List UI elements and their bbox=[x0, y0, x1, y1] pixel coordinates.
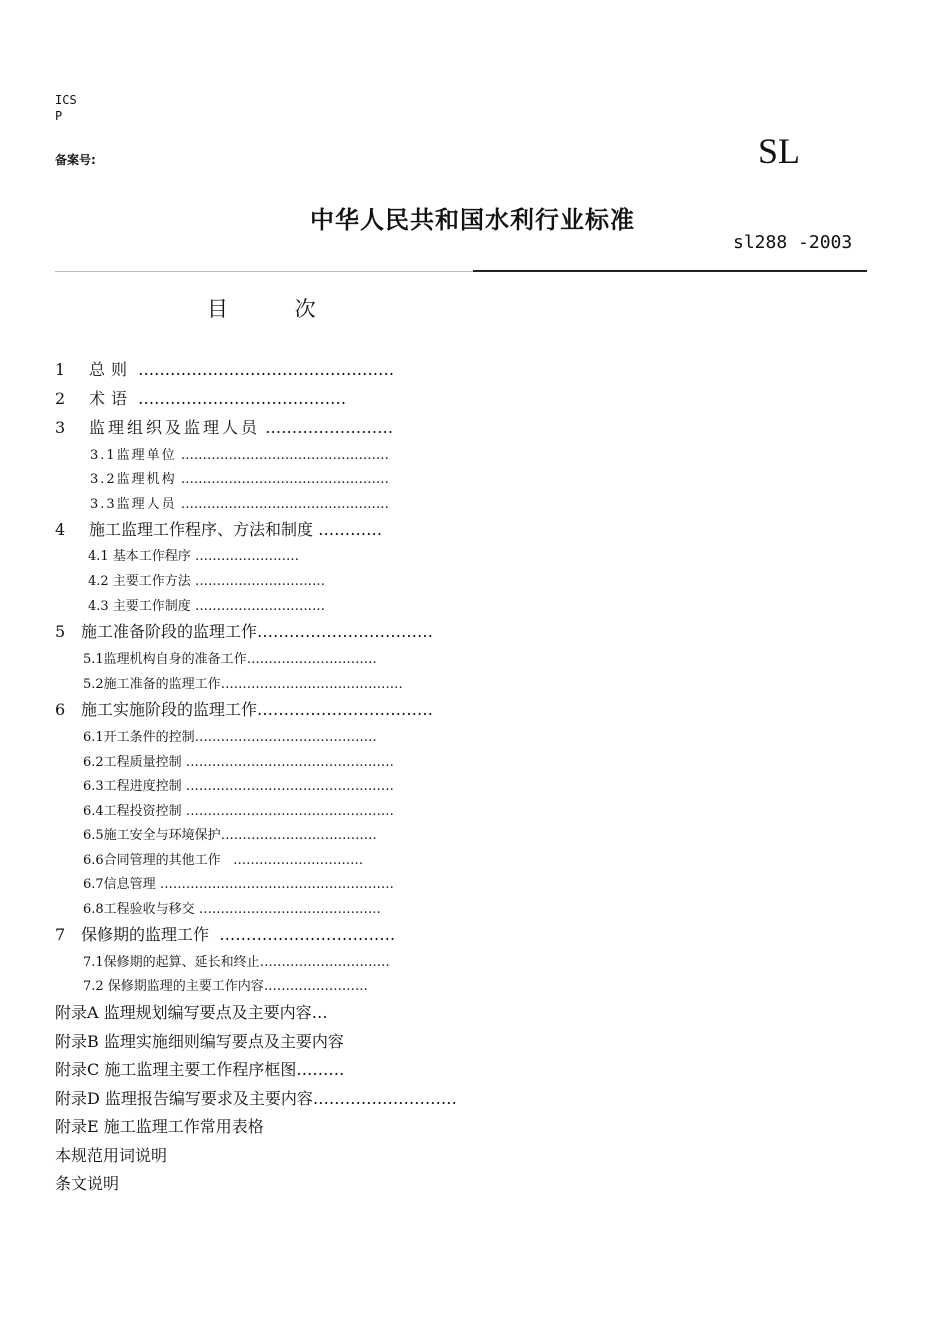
toc-leader: ………………………………………… bbox=[180, 448, 389, 463]
toc-text: 施工准备阶段的监理工作 bbox=[81, 622, 258, 641]
toc-item-3-3[interactable] bbox=[90, 493, 389, 512]
toc-item-3-2[interactable] bbox=[90, 468, 389, 487]
toc-text: 3.3监理人员 bbox=[90, 497, 177, 512]
toc-text: 6.5施工安全与环境保护 bbox=[83, 828, 221, 843]
toc-item-4[interactable] bbox=[55, 517, 382, 540]
toc-item-4-3[interactable] bbox=[88, 595, 325, 614]
toc-leader: …………………………………… bbox=[194, 730, 377, 745]
toc-item-6-1[interactable] bbox=[83, 726, 377, 745]
toc-text: 5.1监理机构自身的准备工作 bbox=[83, 652, 247, 667]
toc-text: 附录C 施工监理主要工作程序框图 bbox=[55, 1060, 297, 1079]
toc-leader: ……………………… bbox=[312, 1089, 457, 1108]
toc-number: 5 bbox=[55, 622, 66, 641]
toc-leader: ………………………………………… bbox=[180, 472, 389, 487]
toc-text: 4.3 主要工作制度 bbox=[88, 599, 191, 614]
toc-leader: ………………………………………… bbox=[180, 497, 389, 512]
toc-leader: …………………………… bbox=[257, 622, 434, 641]
toc-text: 施工监理工作程序、方法和制度 bbox=[89, 520, 314, 539]
toc-leader: ………………………………………… bbox=[185, 755, 394, 770]
toc-leader: …………………… bbox=[194, 549, 299, 564]
toc-text: 施工实施阶段的监理工作 bbox=[81, 700, 258, 719]
toc-item-6-2[interactable] bbox=[83, 751, 394, 770]
toc-leader: ………………………………………… bbox=[138, 360, 395, 379]
toc-item-7[interactable] bbox=[55, 922, 395, 945]
toc-text: 3.2监理机构 bbox=[90, 472, 177, 487]
toc-item-6-5[interactable] bbox=[83, 824, 377, 843]
toc-appendix-c[interactable] bbox=[55, 1057, 344, 1080]
toc-text: 7.2 保修期监理的主要工作内容 bbox=[83, 979, 264, 994]
toc-appendix-a[interactable] bbox=[55, 1000, 328, 1023]
toc-item-2[interactable] bbox=[55, 386, 346, 409]
toc-text: 6.4工程投资控制 bbox=[83, 804, 182, 819]
toc-clause-explanation[interactable] bbox=[55, 1171, 119, 1194]
toc-text: 3.1监理单位 bbox=[90, 448, 177, 463]
toc-text: 条文说明 bbox=[55, 1174, 120, 1193]
standard-title: 中华人民共和国水利行业标准 bbox=[310, 206, 635, 234]
toc-leader: ………………………… bbox=[233, 853, 364, 868]
toc-text: 6.6合同管理的其他工作 bbox=[83, 853, 221, 868]
toc-text: 6.7信息管理 bbox=[83, 877, 156, 892]
toc-leader: ………………………………………… bbox=[185, 779, 394, 794]
toc-leader: …………………………………… bbox=[220, 677, 403, 692]
header-rule-thick bbox=[473, 270, 867, 272]
toc-item-6-4[interactable] bbox=[83, 800, 394, 819]
toc-number: 4 bbox=[55, 520, 66, 539]
toc-leader: …………………………… bbox=[257, 700, 434, 719]
ics-label: ICS bbox=[55, 93, 77, 107]
p-label: P bbox=[55, 109, 63, 123]
toc-text: 4.2 主要工作方法 bbox=[88, 574, 191, 589]
toc-text: 总则 bbox=[89, 360, 134, 379]
toc-leader: ………………………… bbox=[259, 955, 390, 970]
toc-item-6-7[interactable] bbox=[83, 873, 394, 892]
toc-text: 7.1保修期的起算、延长和终止 bbox=[83, 955, 260, 970]
toc-text: 5.2施工准备的监理工作 bbox=[83, 677, 221, 692]
toc-leader: ………………………………… bbox=[138, 389, 347, 408]
toc-text: 6.3工程进度控制 bbox=[83, 779, 182, 794]
toc-item-4-2[interactable] bbox=[88, 570, 325, 589]
toc-text: 附录B 监理实施细则编写要点及主要内容 bbox=[55, 1032, 344, 1051]
toc-leader: …………………………………… bbox=[198, 902, 381, 917]
toc-leader: ……………………………………………… bbox=[159, 877, 394, 892]
toc-item-6-6[interactable] bbox=[83, 849, 363, 868]
toc-item-5-2[interactable] bbox=[83, 673, 403, 692]
toc-leader: ………………………… bbox=[194, 574, 325, 589]
toc-leader: ………………………………………… bbox=[185, 804, 394, 819]
sl-logo: SL bbox=[758, 131, 801, 171]
toc-text: 附录A 监理规划编写要点及主要内容 bbox=[55, 1003, 312, 1022]
toc-number: 1 bbox=[55, 360, 66, 379]
toc-item-4-1[interactable] bbox=[88, 545, 299, 564]
header-rule-thin bbox=[55, 271, 473, 272]
toc-leader: ………………………… bbox=[246, 652, 377, 667]
toc-terminology-note[interactable] bbox=[55, 1143, 167, 1166]
toc-number: 3 bbox=[55, 418, 66, 437]
toc-text: 6.2工程质量控制 bbox=[83, 755, 182, 770]
toc-text: 4.1 基本工作程序 bbox=[88, 549, 191, 564]
toc-leader: … bbox=[311, 1003, 328, 1022]
record-number-label: 备案号: bbox=[55, 153, 96, 167]
toc-item-7-2[interactable] bbox=[83, 975, 368, 994]
toc-leader: ……… bbox=[296, 1060, 345, 1079]
toc-text: 监理组织及监理人员 bbox=[89, 418, 261, 437]
toc-item-6-3[interactable] bbox=[83, 775, 394, 794]
toc-item-5[interactable] bbox=[55, 619, 433, 642]
toc-item-5-1[interactable] bbox=[83, 648, 377, 667]
toc-leader: …………………… bbox=[265, 418, 394, 437]
toc-leader: …………………… bbox=[263, 979, 368, 994]
toc-item-7-1[interactable] bbox=[83, 951, 390, 970]
toc-title: 目 次 bbox=[207, 297, 346, 321]
toc-number: 6 bbox=[55, 700, 66, 719]
toc-item-6-8[interactable] bbox=[83, 898, 381, 917]
toc-appendix-b[interactable] bbox=[55, 1029, 344, 1052]
toc-text: 保修期的监理工作 bbox=[81, 925, 210, 944]
toc-leader: ……………………………… bbox=[220, 828, 377, 843]
toc-item-6[interactable] bbox=[55, 697, 433, 720]
toc-number: 7 bbox=[55, 925, 66, 944]
toc-appendix-e[interactable] bbox=[55, 1114, 264, 1137]
toc-text: 本规范用词说明 bbox=[55, 1146, 168, 1165]
toc-text: 附录D 监理报告编写要求及主要内容 bbox=[55, 1089, 313, 1108]
toc-item-3-1[interactable] bbox=[90, 444, 389, 463]
toc-text: 术语 bbox=[89, 389, 134, 408]
toc-appendix-d[interactable] bbox=[55, 1086, 457, 1109]
toc-item-3[interactable] bbox=[55, 415, 393, 438]
toc-item-1[interactable] bbox=[55, 357, 394, 380]
toc-leader: ………… bbox=[318, 520, 383, 539]
toc-number: 2 bbox=[55, 389, 66, 408]
standard-code: sl288 -2003 bbox=[733, 232, 853, 253]
toc-leader: …………………………… bbox=[219, 925, 396, 944]
toc-text: 6.8工程验收与移交 bbox=[83, 902, 195, 917]
toc-text: 6.1开工条件的控制 bbox=[83, 730, 195, 745]
toc-text: 附录E 施工监理工作常用表格 bbox=[55, 1117, 264, 1136]
toc-leader: ………………………… bbox=[194, 599, 325, 614]
